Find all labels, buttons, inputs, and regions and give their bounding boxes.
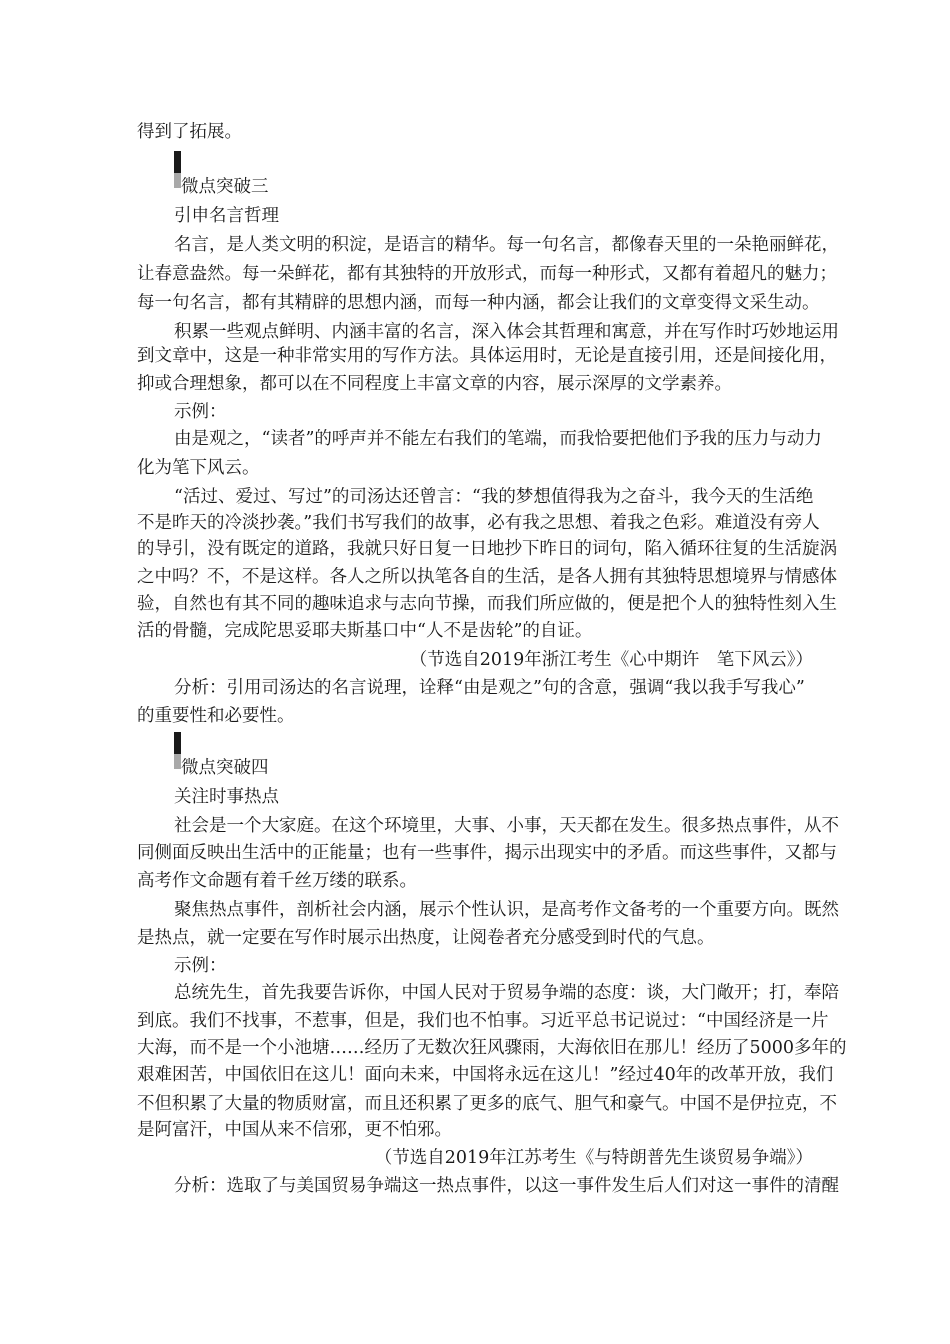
paragraph-line: 是热点，就一定要在写作时展示出热度，让阅卷者充分感受到时代的气息。 <box>137 928 715 948</box>
paragraph-line: 名言，是人类文明的积淀，是语言的精华。每一句名言，都像春天里的一朵艳丽鲜花， <box>174 235 839 255</box>
analysis-line: 的重要性和必要性。 <box>137 706 295 726</box>
section-subtitle-3: 引申名言哲理 <box>174 206 279 226</box>
paragraph-line: 每一句名言，都有其精辟的思想内涵，而每一种内涵，都会让我们的文章变得文采生动。 <box>137 293 820 313</box>
paragraph-line: 总统先生，首先我要告诉你，中国人民对于贸易争端的态度：谈，大门敞开；打，奉陪 <box>174 983 839 1003</box>
paragraph-line: 是阿富汗，中国从来不信邪，更不怕邪。 <box>137 1120 452 1140</box>
paragraph-line: 积累一些观点鲜明、内涵丰富的名言，深入体会其哲理和寓意，并在写作时巧妙地运用 <box>174 322 839 342</box>
section-heading-3: 微点突破三 <box>181 177 269 197</box>
paragraph-line: 社会是一个大家庭。在这个环境里，大事、小事，天天都在发生。很多热点事件，从不 <box>174 816 839 836</box>
source-citation: （节选自2019年浙江考生《心中期许 笔下风云》） <box>409 650 813 670</box>
paragraph-line: 聚焦热点事件，剖析社会内涵，展示个性认识，是高考作文备考的一个重要方向。既然 <box>174 900 839 920</box>
paragraph-line: 到文章中，这是一种非常实用的写作方法。具体运用时，无论是直接引用，还是间接化用， <box>137 346 837 366</box>
paragraph-line: 化为笔下风云。 <box>137 458 260 478</box>
paragraph-line: 艰难困苦，中国依旧在这儿！面向未来，中国将永远在这儿！”经过40年的改革开放，我们 <box>137 1065 834 1085</box>
paragraph-line: 由是观之，“读者”的呼声并不能左右我们的笔端，而我恰要把他们予我的压力与动力 <box>174 429 822 449</box>
paragraph-line: 不是昨天的冷淡抄袭。”我们书写我们的故事，必有我之思想、着我之色彩。难道没有旁人 <box>137 513 820 533</box>
section-marker-icon <box>174 732 181 769</box>
paragraph-line: 高考作文命题有着千丝万缕的联系。 <box>137 871 417 891</box>
paragraph-line: 验，自然也有其不同的趣味追求与志向节操，而我们所应做的，便是把个人的独特性刻入生 <box>137 594 837 614</box>
paragraph-line: “活过、爱过、写过”的司汤达还曾言：“我的梦想值得我为之奋斗，我今天的生活绝 <box>174 487 814 507</box>
paragraph-line: 让春意盎然。每一朵鲜花，都有其独特的开放形式，而每一种形式，又都有着超凡的魅力； <box>137 264 837 284</box>
paragraph-line: 大海，而不是一个小池塘……经历了无数次狂风骤雨，大海依旧在那儿！经历了5000多年的 <box>137 1038 847 1058</box>
paragraph-line: 之中吗？不，不是这样。各人之所以执笔各自的生活，是各人拥有其独特思想境界与情感体 <box>137 567 837 587</box>
source-citation: （节选自2019年江苏考生《与特朗普先生谈贸易争端》） <box>374 1148 813 1168</box>
example-label: 示例： <box>174 956 227 976</box>
paragraph-line: 活的骨髓，完成陀思妥耶夫斯基口中“人不是齿轮”的自证。 <box>137 621 593 641</box>
analysis-line: 分析：选取了与美国贸易争端这一热点事件，以这一事件发生后人们对这一事件的清醒 <box>174 1176 839 1196</box>
paragraph-line: 抑或合理想象，都可以在不同程度上丰富文章的内容，展示深厚的文学素养。 <box>137 374 732 394</box>
paragraph-line: 得到了拓展。 <box>137 122 242 142</box>
paragraph-line: 的导引，没有既定的道路，我就只好日复一日地抄下昨日的词句，陷入循环往复的生活旋涡 <box>137 539 837 559</box>
section-marker-icon <box>174 151 181 188</box>
section-heading-4: 微点突破四 <box>181 758 269 778</box>
paragraph-line: 同侧面反映出生活中的正能量；也有一些事件，揭示出现实中的矛盾。而这些事件，又都与 <box>137 843 837 863</box>
example-label: 示例： <box>174 402 227 422</box>
paragraph-line: 不但积累了大量的物质财富，而且还积累了更多的底气、胆气和豪气。中国不是伊拉克，不 <box>137 1094 837 1114</box>
analysis-line: 分析：引用司汤达的名言说理，诠释“由是观之”句的含意，强调“我以我手写我心” <box>174 678 805 698</box>
paragraph-line: 到底。我们不找事，不惹事，但是，我们也不怕事。习近平总书记说过：“中国经济是一片 <box>137 1011 829 1031</box>
section-subtitle-4: 关注时事热点 <box>174 787 279 807</box>
